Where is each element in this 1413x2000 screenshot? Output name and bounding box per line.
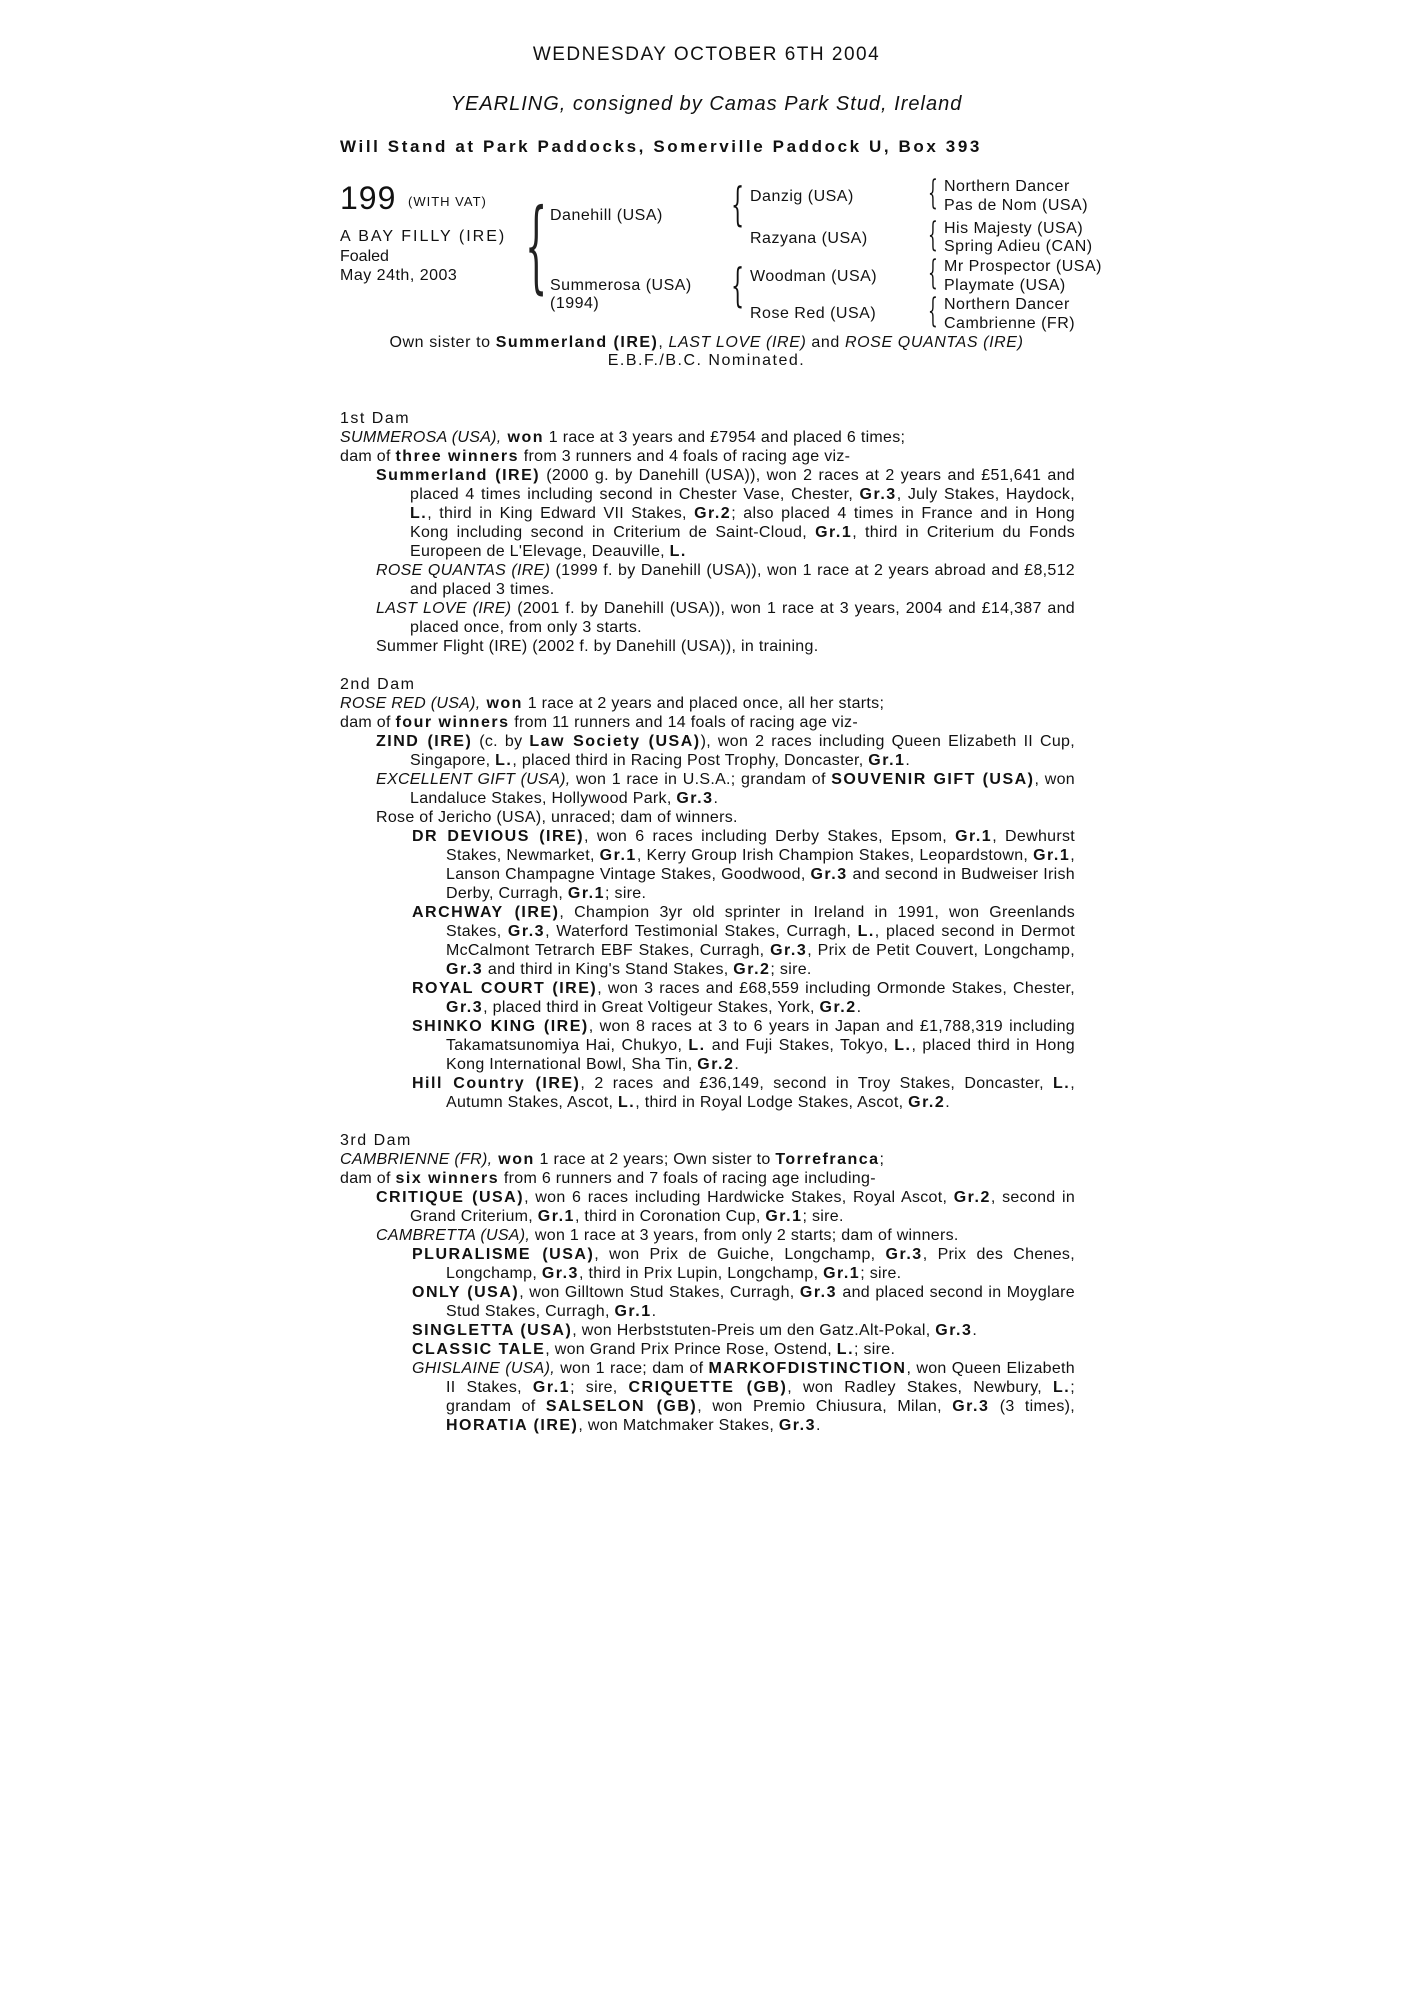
foaled-label: Foaled — [340, 248, 389, 265]
produce-entry: ROSE QUANTAS (IRE) (1999 f. by Danehill (USA)), won 1 race at 2 years abroad and £8,512 and placed 3 times. — [376, 562, 1075, 598]
pedigree-dam-sire: Woodman (USA) — [750, 268, 878, 285]
pedigree-sire-sire: Danzig (USA) — [750, 188, 854, 205]
produce-entry: Hill Country (IRE), 2 races and £36,149, second in Troy Stakes, Doncaster, L., Autumn Stakes, Ascot, L., third in Royal Lodge Stakes, Ascot, Gr.2. — [412, 1075, 1075, 1111]
foaled-date: May 24th, 2003 — [340, 267, 458, 284]
produce-entry: CLASSIC TALE, won Grand Prix Prince Rose, Ostend, L.; sire. — [412, 1341, 896, 1358]
produce-entry: ARCHWAY (IRE), Champion 3yr old sprinter in Ireland in 1991, won Greenlands Stakes, Gr.3, Waterford Testimonial Stakes, Curragh, L., placed second in Dermot McCalmont Tetrarch EBF Stakes, Curragh, Gr.3, Prix de Petit Couvert, Longchamp, Gr.3 and third in King's Stand Stakes, Gr.2; sire. — [412, 904, 1076, 978]
pedigree-ggp: Northern Dancer — [944, 296, 1070, 313]
produce-entry: ZIND (IRE) (c. by Law Society (USA)), won 2 races including Queen Elizabeth II Cup, Singapore, L., placed third in Racing Post Trophy, Doncaster, Gr.1. — [376, 733, 1075, 769]
pedigree-sire-dam: Razyana (USA) — [750, 230, 868, 247]
first-dam-heading: 1st Dam — [340, 410, 411, 427]
third-dam-line: CAMBRIENNE (FR), won 1 race at 2 years; Own sister to Torrefranca; — [340, 1151, 885, 1168]
lot-number: 199 — [340, 180, 397, 216]
produce-entry: Summerland (IRE) (2000 g. by Danehill (USA)), won 2 races at 2 years and £51,641 and placed 4 times including second in Chester Vase, Chester, Gr.3, July Stakes, Haydock, L., third in King Edward VII Stakes, Gr.2; also placed 4 times in France and in Hong Kong including second in Criterium de Saint-Cloud, Gr.1, third in Criterium du Fonds Europeen de L'Elevage, Deauville, L. — [376, 467, 1075, 560]
produce-entry: EXCELLENT GIFT (USA), won 1 race in U.S.A.; grandam of SOUVENIR GIFT (USA), won Landaluce Stakes, Hollywood Park, Gr.3. — [376, 771, 1075, 807]
second-dam-line: ROSE RED (USA), won 1 race at 2 years and placed once, all her starts; — [340, 695, 885, 712]
pedigree-sire: Danehill (USA) — [550, 207, 663, 224]
third-dam-heading: 3rd Dam — [340, 1132, 412, 1149]
pedigree-ggp: Spring Adieu (CAN) — [944, 238, 1093, 255]
second-dam-heading: 2nd Dam — [340, 676, 416, 693]
pedigree-dam-year: (1994) — [550, 295, 600, 312]
pedigree-dam: Summerosa (USA) — [550, 277, 692, 294]
stand-location: Will Stand at Park Paddocks, Somerville Paddock U, Box 393 — [340, 137, 982, 156]
pedigree-brace-ggp-1: { — [928, 173, 938, 213]
produce-entry: SINGLETTA (USA), won Herbststuten-Preis um den Gatz.Alt-Pokal, Gr.3. — [412, 1322, 978, 1339]
pedigree-ggp: Cambrienne (FR) — [944, 315, 1076, 332]
produce-entry: ONLY (USA), won Gilltown Stud Stakes, Curragh, Gr.3 and placed second in Moyglare Stud Stakes, Curragh, Gr.1. — [412, 1284, 1076, 1320]
pedigree-brace-sire: { — [731, 177, 745, 231]
pedigree-brace-dam: { — [731, 258, 745, 312]
produce-entry: CRITIQUE (USA), won 6 races including Hardwicke Stakes, Royal Ascot, Gr.2, second in Grand Criterium, Gr.1, third in Coronation Cup, Gr.1; sire. — [376, 1189, 1076, 1225]
produce-entry: Rose of Jericho (USA), unraced; dam of winners. — [376, 809, 738, 826]
pedigree-ggp: Northern Dancer — [944, 178, 1070, 195]
produce-entry: Summer Flight (IRE) (2002 f. by Danehill (USA)), in training. — [376, 638, 819, 655]
pedigree-brace-ggp-4: { — [928, 291, 938, 331]
second-dam-produce-line: dam of four winners from 11 runners and 14 foals of racing age viz- — [340, 714, 858, 731]
sister-line: Own sister to Summerland (IRE), LAST LOVE (IRE) and ROSE QUANTAS (IRE) — [389, 334, 1024, 351]
produce-entry: CAMBRETTA (USA), won 1 race at 3 years, from only 2 starts; dam of winners. — [376, 1227, 959, 1244]
pedigree-ggp: His Majesty (USA) — [944, 220, 1084, 237]
pedigree-brace-ggp-2: { — [928, 215, 938, 255]
vat-note: (WITH VAT) — [408, 194, 487, 209]
sale-date: WEDNESDAY OCTOBER 6TH 2004 — [532, 44, 881, 65]
nomination-note: E.B.F./B.C. Nominated. — [607, 352, 806, 369]
pedigree-ggp: Mr Prospector (USA) — [944, 258, 1102, 275]
pedigree-brace-ggp-3: { — [928, 253, 938, 293]
lot-description: A BAY FILLY (IRE) — [340, 228, 507, 245]
produce-entry: PLURALISME (USA), won Prix de Guiche, Longchamp, Gr.3, Prix des Chenes, Longchamp, Gr.3, third in Prix Lupin, Longchamp, Gr.1; sire. — [412, 1246, 1075, 1282]
pedigree-ggp: Playmate (USA) — [944, 277, 1066, 294]
produce-entry: GHISLAINE (USA), won 1 race; dam of MARKOFDISTINCTION, won Queen Elizabeth II Stakes, Gr.1; sire, CRIQUETTE (GB), won Radley Stakes, Newbury, L.; grandam of SALSELON (GB), won Premio Chiusura, Milan, Gr.3 (3 times), HORATIA (IRE), won Matchmaker Stakes, Gr.3. — [412, 1360, 1076, 1434]
pedigree-dam-dam: Rose Red (USA) — [750, 305, 877, 322]
pedigree-brace-main: { — [525, 187, 548, 304]
consignment-line: YEARLING, consigned by Camas Park Stud, Ireland — [450, 93, 963, 115]
catalogue-body — [340, 390, 1075, 1435]
pedigree-ggp: Pas de Nom (USA) — [944, 197, 1089, 214]
third-dam-produce-line: dam of six winners from 6 runners and 7 foals of racing age including- — [340, 1170, 876, 1187]
produce-entry: ROYAL COURT (IRE), won 3 races and £68,559 including Ormonde Stakes, Chester, Gr.3, placed third in Great Voltigeur Stakes, York, Gr.2. — [412, 980, 1076, 1016]
first-dam-line: SUMMEROSA (USA), won 1 race at 3 years and £7954 and placed 6 times; — [340, 429, 906, 446]
first-dam-produce-line: dam of three winners from 3 runners and 4 foals of racing age viz- — [340, 448, 851, 465]
produce-entry: LAST LOVE (IRE) (2001 f. by Danehill (USA)), won 1 race at 3 years, 2004 and £14,387 and placed once, from only 3 starts. — [376, 600, 1075, 636]
produce-entry: SHINKO KING (IRE), won 8 races at 3 to 6 years in Japan and £1,788,319 including Takamatsunomiya Hai, Chukyo, L. and Fuji Stakes, Tokyo, L., placed third in Hong Kong International Bowl, Sha Tin, Gr.2. — [412, 1018, 1075, 1073]
produce-entry: DR DEVIOUS (IRE), won 6 races including Derby Stakes, Epsom, Gr.1, Dewhurst Stakes, Newmarket, Gr.1, Kerry Group Irish Champion Stakes, Leopardstown, Gr.1, Lanson Champagne Vintage Stakes, Goodwood, Gr.3 and second in Budweiser Irish Derby, Curragh, Gr.1; sire. — [412, 828, 1076, 902]
